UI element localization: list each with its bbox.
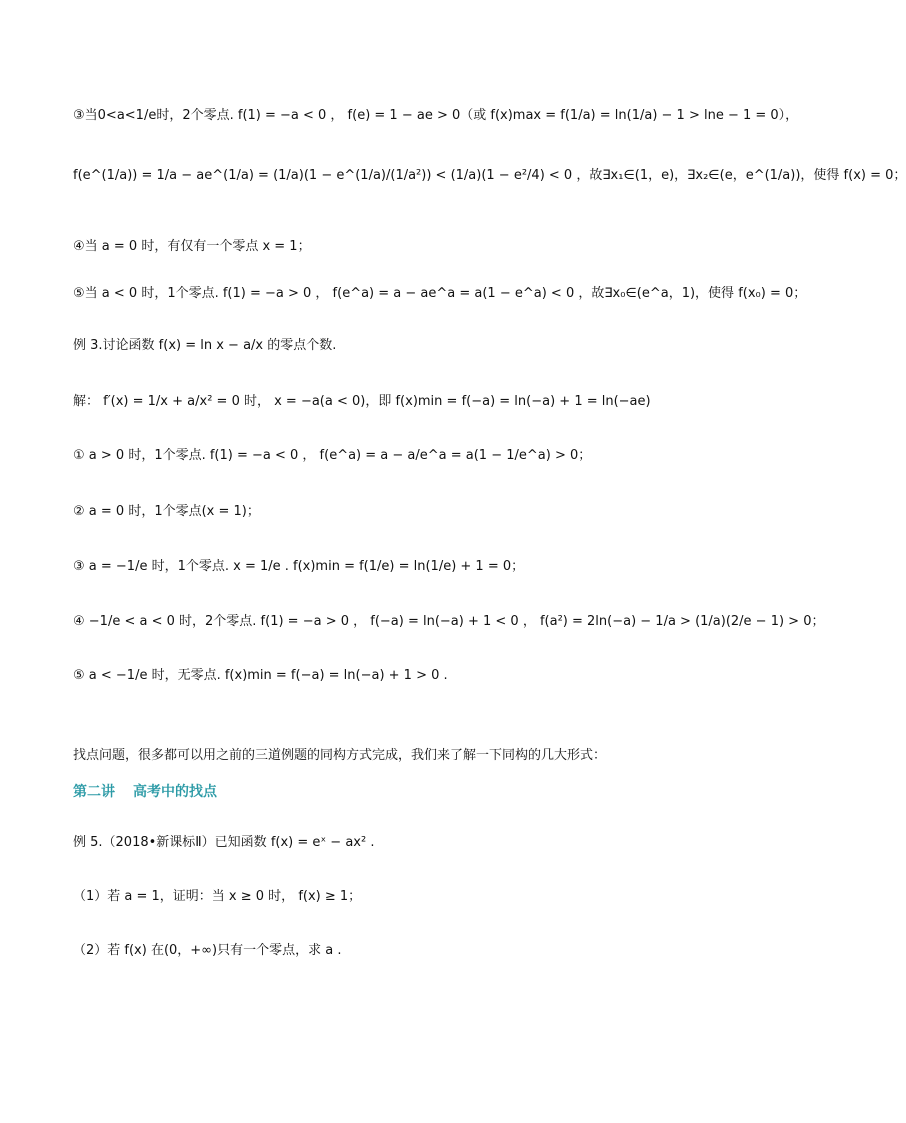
ex3-case-2: ② a = 0 时，1个零点(x = 1)； (73, 504, 260, 519)
example-5-part-1: （1）若 a = 1，证明：当 x ≥ 0 时， f(x) ≥ 1； (73, 889, 362, 904)
ex3-case-4: ④ −1/e < a < 0 时，2个零点. f(1) = −a > 0 ， f(−a) = ln(−a) + 1 < 0 ， f(a²) = 2ln(−a) − 1/a > (1/a)(2/e − 1) > 0； (73, 614, 825, 629)
example-5-statement: 例 5.（2018•新课标Ⅱ）已知函数 f(x) = eˣ − ax² . (73, 835, 375, 850)
ex3-case-3: ③ a = −1/e 时，1个零点. x = 1/e . f(x)min = f(1/e) = ln(1/e) + 1 = 0； (73, 559, 525, 574)
section-heading-title: 高考中的找点 (133, 784, 217, 800)
example-3-statement: 例 3.讨论函数 f(x) = ln x − a/x 的零点个数. (73, 338, 337, 353)
ex3-case-1: ① a > 0 时，1个零点. f(1) = −a < 0 ， f(e^a) = a − a/e^a = a(1 − 1/e^a) > 0； (73, 448, 592, 463)
ex3-case-5: ⑤ a < −1/e 时，无零点. f(x)min = f(−a) = ln(−a) + 1 > 0 . (73, 668, 448, 683)
example-3-solution: 解： f′(x) = 1/x + a/x² = 0 时， x = −a(a < 0)，即 f(x)min = f(−a) = ln(−a) + 1 = ln(−ae) (73, 394, 651, 409)
text-line-case-3-cont: f(e^(1/a)) = 1/a − ae^(1/a) = (1/a)(1 − e^(1/a)/(1/a²)) < (1/a)(1 − e²/4) < 0 ，故∃x₁∈(1，e)，∃x₂∈(e，e^(1/a))，使得 f(x) = 0； (73, 168, 906, 183)
section-heading (73, 782, 733, 802)
transition-paragraph: 找点问题，很多都可以用之前的三道例题的同构方式完成，我们来了解一下同构的几大形式： (73, 748, 607, 763)
text-line-case-5: ⑤当 a < 0 时，1个零点. f(1) = −a > 0 ， f(e^a) = a − ae^a = a(1 − e^a) < 0 ，故∃x₀∈(e^a，1)，使得 f(x₀) = 0； (73, 286, 807, 301)
section-heading-part: 第二讲 (73, 784, 115, 800)
text-line-case-3: ③当0<a<1/e时，2个零点. f(1) = −a < 0 ， f(e) = 1 − ae > 0（或 f(x)max = f(1/a) = ln(1/a) − 1 > lne − 1 = 0）， (73, 108, 799, 123)
text-line-case-4: ④当 a = 0 时，有仅有一个零点 x = 1； (73, 239, 311, 254)
example-5-part-2: （2）若 f(x) 在(0，+∞)只有一个零点，求 a . (73, 943, 342, 958)
